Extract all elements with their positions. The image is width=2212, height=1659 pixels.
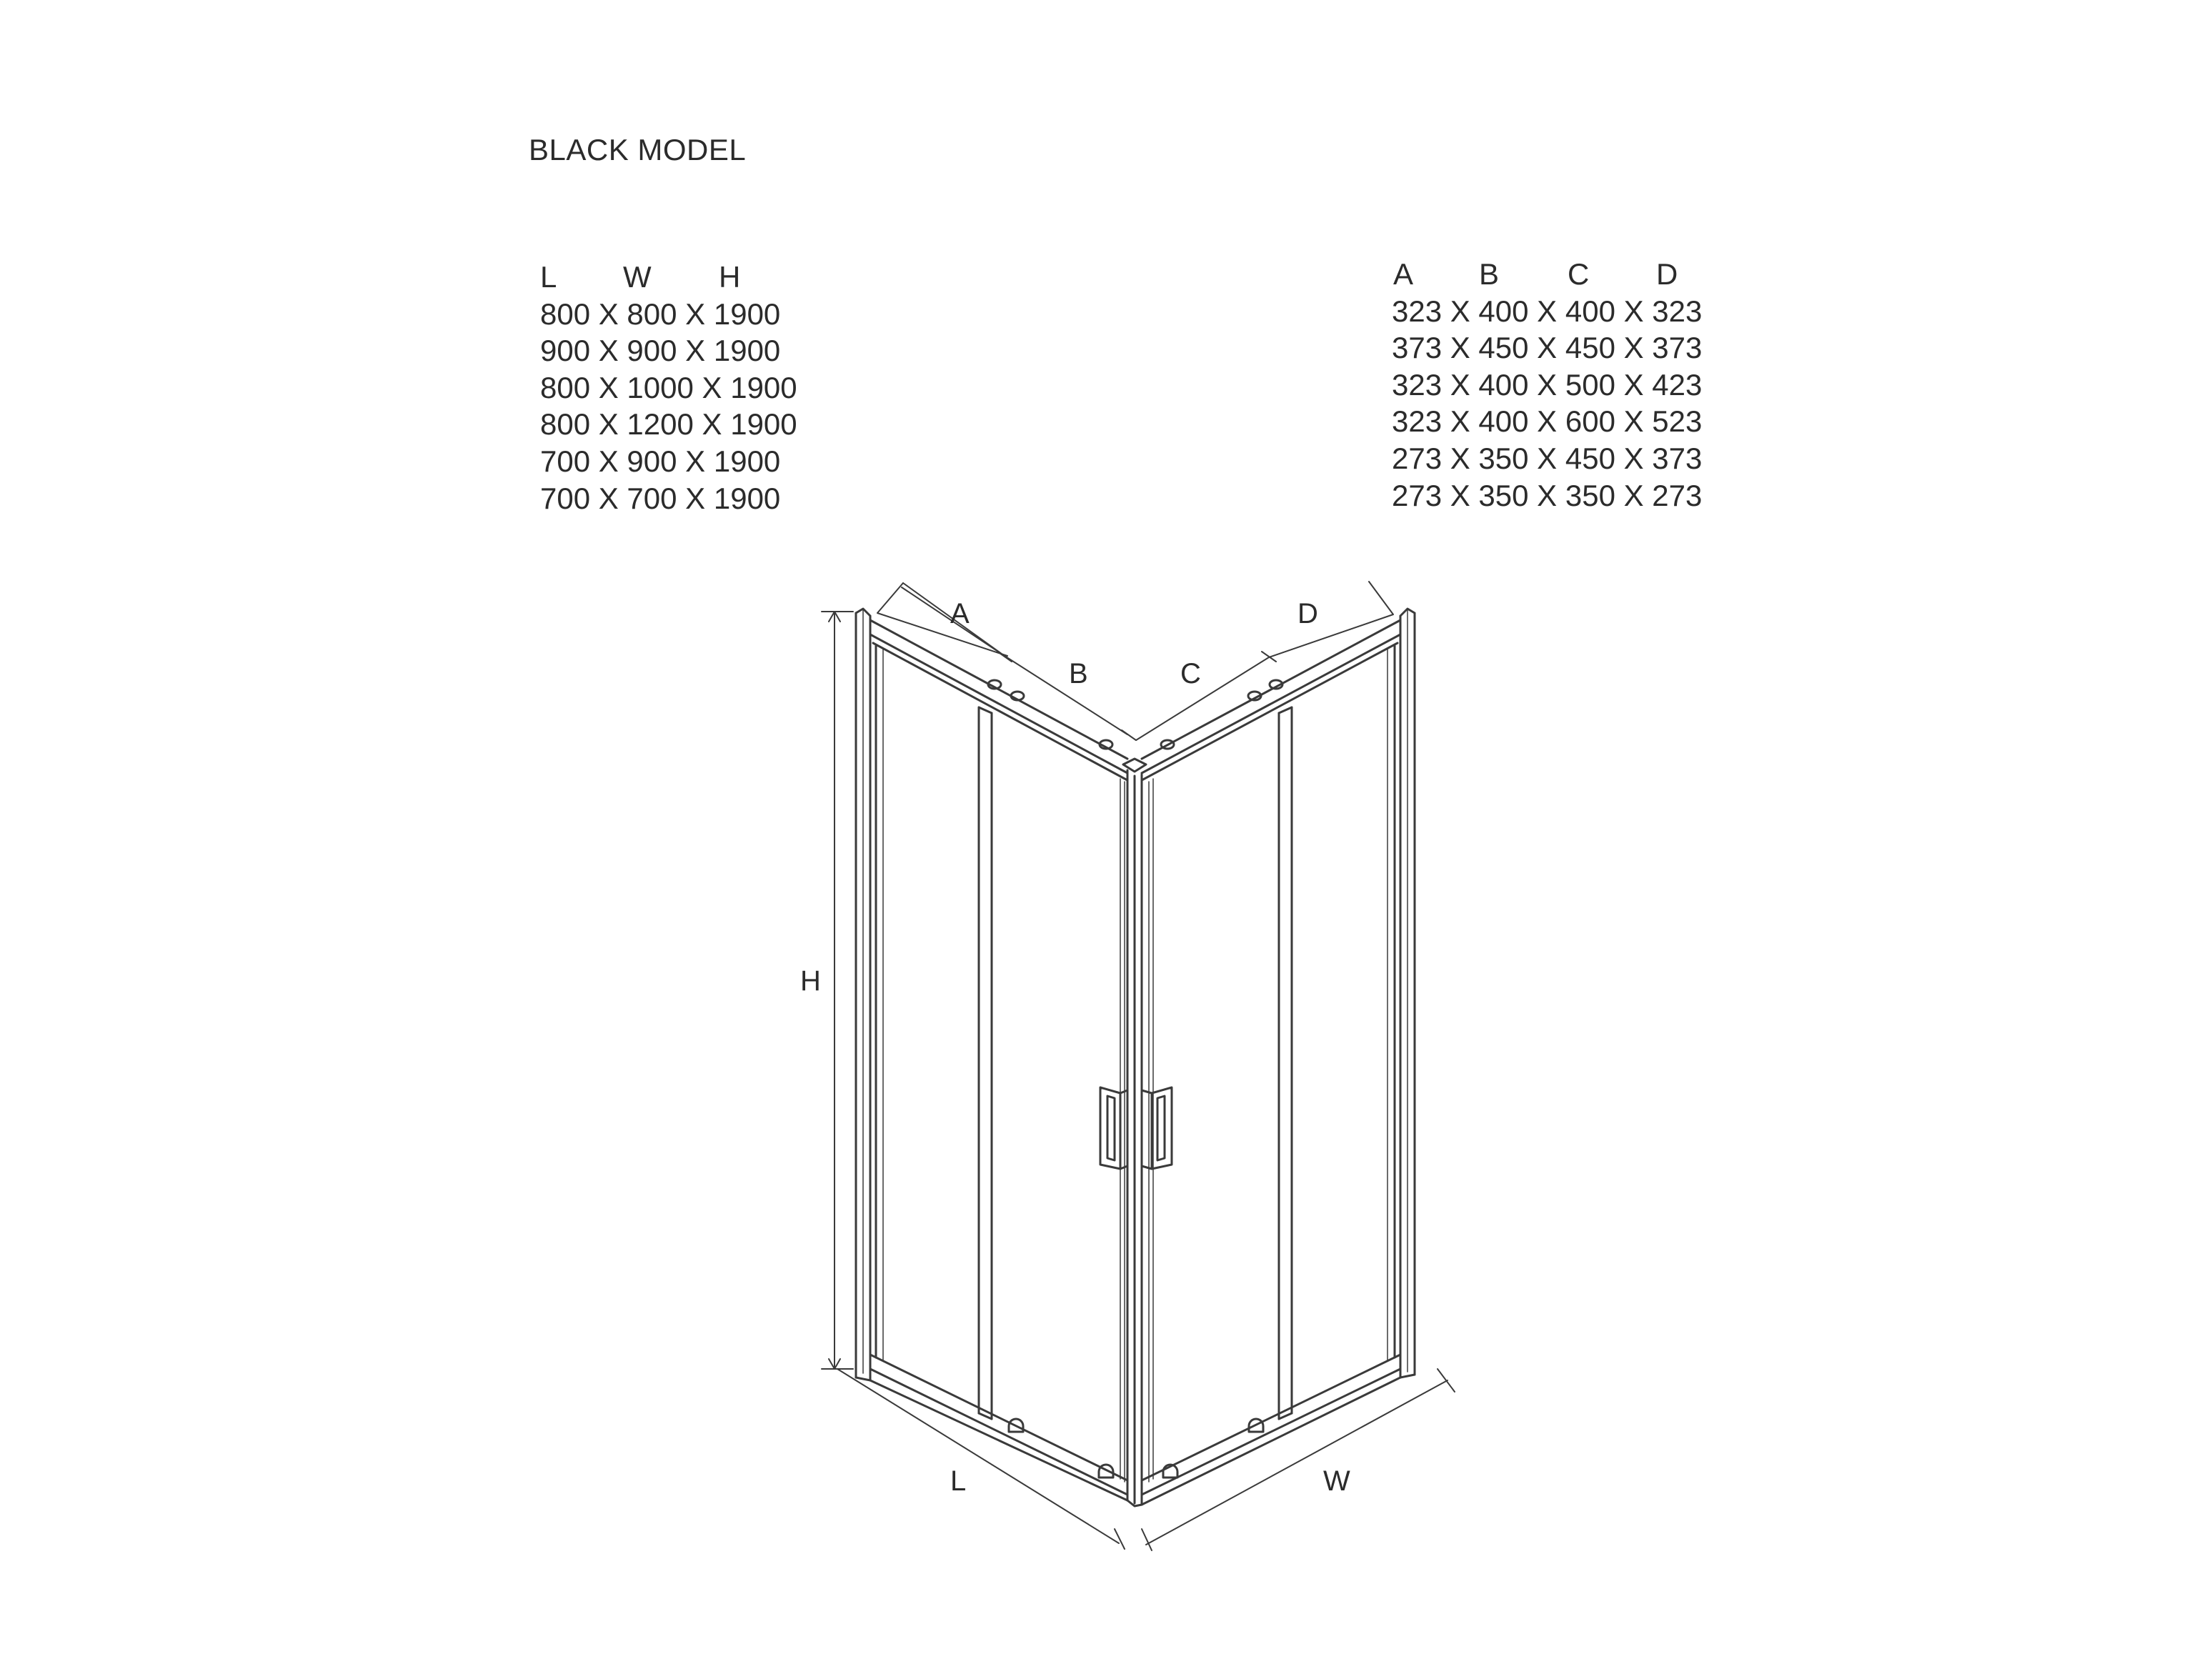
door-handle-right — [1142, 1087, 1172, 1169]
bottom-rail-left — [870, 1355, 1127, 1500]
bottom-rollers — [1009, 1419, 1263, 1478]
dim-label-b: B — [1069, 658, 1088, 689]
table-row: 323 X 400 X 600 X 523 — [1392, 404, 1703, 439]
header-d: D — [1656, 257, 1678, 291]
right-sliding-door — [1149, 707, 1292, 1482]
table-row: 323 X 400 X 500 X 423 — [1392, 367, 1703, 402]
table-row: 273 X 350 X 350 X 273 — [1392, 478, 1703, 512]
table-row: 800 X 1000 X 1900 — [540, 370, 797, 404]
top-rail-left — [870, 620, 1127, 780]
table-row: 800 X 1200 X 1900 — [540, 407, 797, 442]
table-row: 700 X 700 X 1900 — [540, 481, 781, 515]
dim-label-w: W — [1323, 1465, 1350, 1497]
dim-label-l: L — [950, 1465, 967, 1497]
header-w: W — [623, 260, 652, 294]
left-sliding-door — [979, 707, 1125, 1482]
model-title: BLACK MODEL — [529, 133, 747, 166]
header-b: B — [1479, 257, 1500, 291]
table-row: 900 X 900 X 1900 — [540, 334, 781, 368]
bottom-rail-right — [1142, 1355, 1400, 1505]
dim-label-c: C — [1180, 658, 1201, 689]
dim-label-a: A — [950, 598, 970, 629]
corner-post — [1123, 759, 1146, 1506]
table-row: 273 X 350 X 450 X 373 — [1392, 441, 1703, 475]
top-rollers — [988, 680, 1282, 749]
header-h: H — [719, 260, 741, 294]
right-wall-profile — [1400, 609, 1415, 1377]
right-fixed-panel — [1388, 646, 1395, 1360]
table-row: 700 X 900 X 1900 — [540, 444, 781, 478]
table-row: 800 X 800 X 1900 — [540, 297, 781, 331]
dim-label-h: H — [800, 965, 821, 997]
top-rail-right — [1142, 620, 1400, 780]
left-wall-profile — [856, 609, 870, 1380]
dimension-lines — [822, 582, 1455, 1550]
dim-label-d: D — [1297, 598, 1318, 629]
left-fixed-panel — [876, 646, 883, 1360]
table-row: 373 X 450 X 450 X 373 — [1392, 331, 1703, 365]
header-c: C — [1568, 257, 1590, 291]
header-l: L — [540, 260, 557, 294]
table-row: 323 X 400 X 400 X 323 — [1392, 294, 1703, 328]
door-handle-left — [1100, 1087, 1127, 1169]
header-a: A — [1393, 257, 1414, 291]
